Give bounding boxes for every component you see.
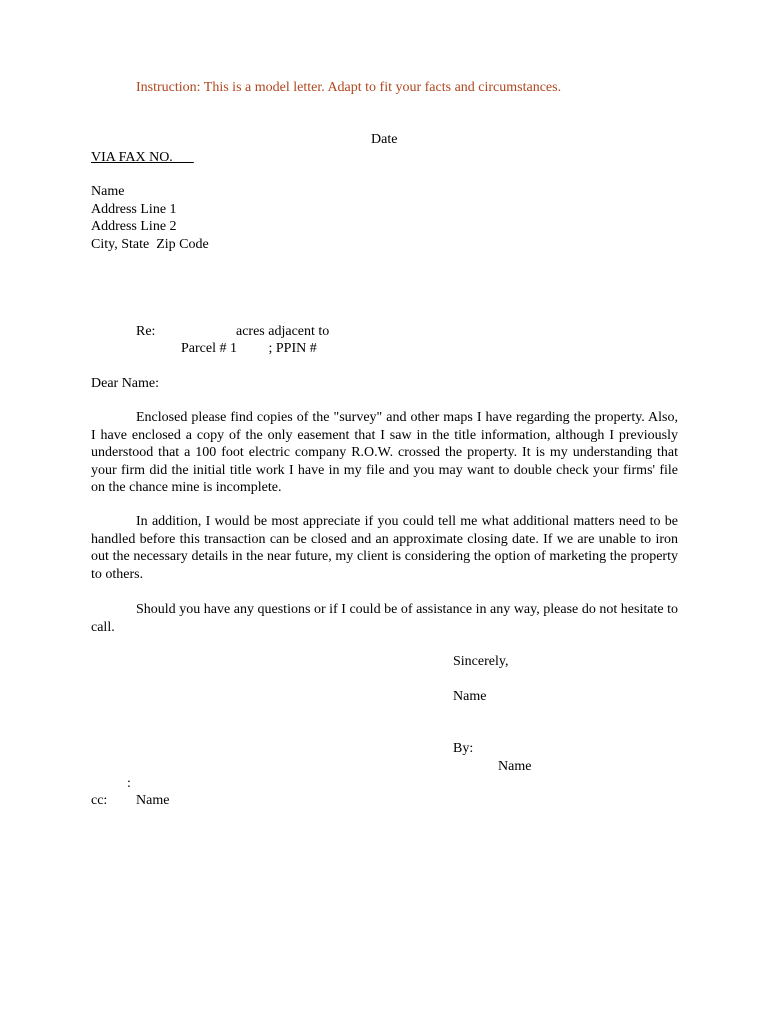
signature-by-name: Name xyxy=(498,759,532,774)
cc-label: cc: xyxy=(91,793,108,808)
body-paragraph-1: Enclosed please find copies of the "survey" and other maps I have regarding the property. Also, I have enclosed a copy of the only easement that I saw in the title information, although I previously understood that a 100 foot electric company R.O.W. crossed the property. It is my understanding that your firm did the initial title work I have in my file and you may want to double check your firms' file on the chance mine is incomplete. xyxy=(91,410,678,496)
closing-name: Name xyxy=(453,689,487,704)
date-line: Date xyxy=(371,132,398,147)
re-label: Re: xyxy=(136,324,156,339)
salutation: Dear Name: xyxy=(91,376,160,391)
recipient-address-line-2: Address Line 2 xyxy=(91,219,177,234)
body-paragraph-3: Should you have any questions or if I could be of assistance in any way, please do not hesitate to call. xyxy=(91,602,678,635)
re-line-1: acres adjacent to xyxy=(236,324,330,339)
instruction-note: Instruction: This is a model letter. Adapt to fit your facts and circumstances. xyxy=(136,80,562,95)
recipient-city-state-zip: City, State Zip Code xyxy=(91,237,209,252)
via-fax-line: VIA FAX NO. xyxy=(91,150,194,165)
body-paragraph-2: In addition, I would be most appreciate if you could tell me what additional matters need to be handled before this transaction can be closed and an approximate closing date. If we are unable to iron out the necessary details in the near future, my client is considering the option of marketing the property to others. xyxy=(91,514,678,582)
cc-name: Name xyxy=(136,793,170,808)
signature-by-label: By: xyxy=(453,741,474,756)
re-line-2: Parcel # 1 ; PPIN # xyxy=(181,341,317,356)
closing-sincerely: Sincerely, xyxy=(453,654,509,669)
recipient-address-line-1: Address Line 1 xyxy=(91,202,177,217)
recipient-name: Name xyxy=(91,184,125,199)
enclosure-colon: : xyxy=(127,776,131,791)
